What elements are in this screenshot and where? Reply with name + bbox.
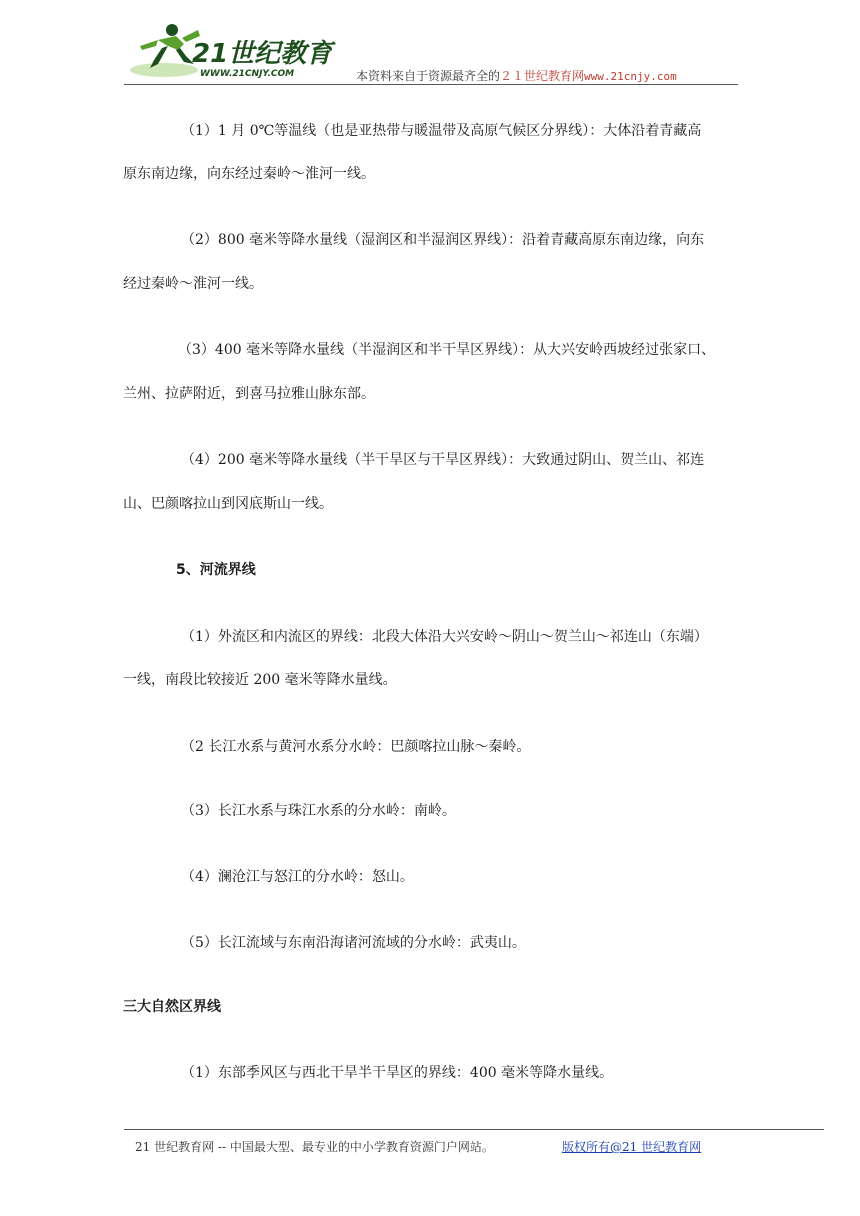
paragraph-3-line-2: 兰州、拉萨附近，到喜马拉雅山脉东部。 (123, 386, 375, 402)
river-item-4: （4）澜沧江与怒江的分水岭：怒山。 (181, 869, 414, 885)
river-item-5: （5）长江流域与东南沿海诸河流域的分水岭：武夷山。 (181, 935, 526, 951)
header-divider (124, 84, 738, 85)
river-item-3: （3）长江水系与珠江水系的分水岭：南岭。 (181, 803, 456, 819)
header-note-prefix: 本资料来自于资源最齐全的 (356, 69, 501, 83)
page-header (0, 0, 860, 90)
paragraph-3-line-1: （3）400 毫米等降水量线（半湿润区和半干旱区界线）：从大兴安岭西坡经过张家口、 (178, 342, 716, 358)
river-item-1-line-1: （1）外流区和内流区的界线：北段大体沿大兴安岭～阴山～贺兰山～祁连山（东端） (181, 629, 708, 645)
header-note-url[interactable]: www.21cnjy.com (584, 70, 677, 83)
header-note-site: ２１世纪教育网 (500, 69, 585, 83)
section-5-heading: 5、河流界线 (176, 562, 256, 578)
logo-url-text: WWW.21CNJY.COM (200, 69, 295, 79)
paragraph-1-line-2: 原东南边缘，向东经过秦岭～淮河一线。 (123, 166, 375, 182)
footer-site-description: 21 世纪教育网 -- 中国最大型、最专业的中小学教育资源门户网站。 (135, 1140, 494, 1154)
logo-main-text: 21世纪教育 (192, 39, 333, 69)
paragraph-1-line-1: （1）1 月 0℃等温线（也是亚热带与暖温带及高原气候区分界线）：大体沿着青藏高 (181, 123, 702, 139)
header-source-note (356, 67, 677, 84)
footer-copyright-link[interactable]: 版权所有@21 世纪教育网 (562, 1140, 702, 1154)
footer-divider (124, 1129, 824, 1130)
region-item-1: （1）东部季风区与西北干旱半干旱区的界线：400 毫米等降水量线。 (181, 1065, 614, 1081)
three-regions-heading: 三大自然区界线 (123, 999, 221, 1015)
river-item-1-line-2: 一线，南段比较接近 200 毫米等降水量线。 (123, 672, 397, 688)
paragraph-4-line-1: （4）200 毫米等降水量线（半干旱区与干旱区界线）：大致通过阴山、贺兰山、祁连 (181, 452, 705, 468)
site-logo (128, 20, 338, 82)
paragraph-4-line-2: 山、巴颜喀拉山到冈底斯山一线。 (123, 496, 333, 512)
paragraph-2-line-1: （2）800 毫米等降水量线（湿润区和半湿润区界线）：沿着青藏高原东南边缘，向东 (181, 232, 705, 248)
runner-head-icon (166, 24, 178, 36)
river-item-2: （2 长江水系与黄河水系分水岭：巴颜喀拉山脉～秦岭。 (181, 739, 531, 755)
paragraph-2-line-2: 经过秦岭～淮河一线。 (123, 276, 263, 292)
